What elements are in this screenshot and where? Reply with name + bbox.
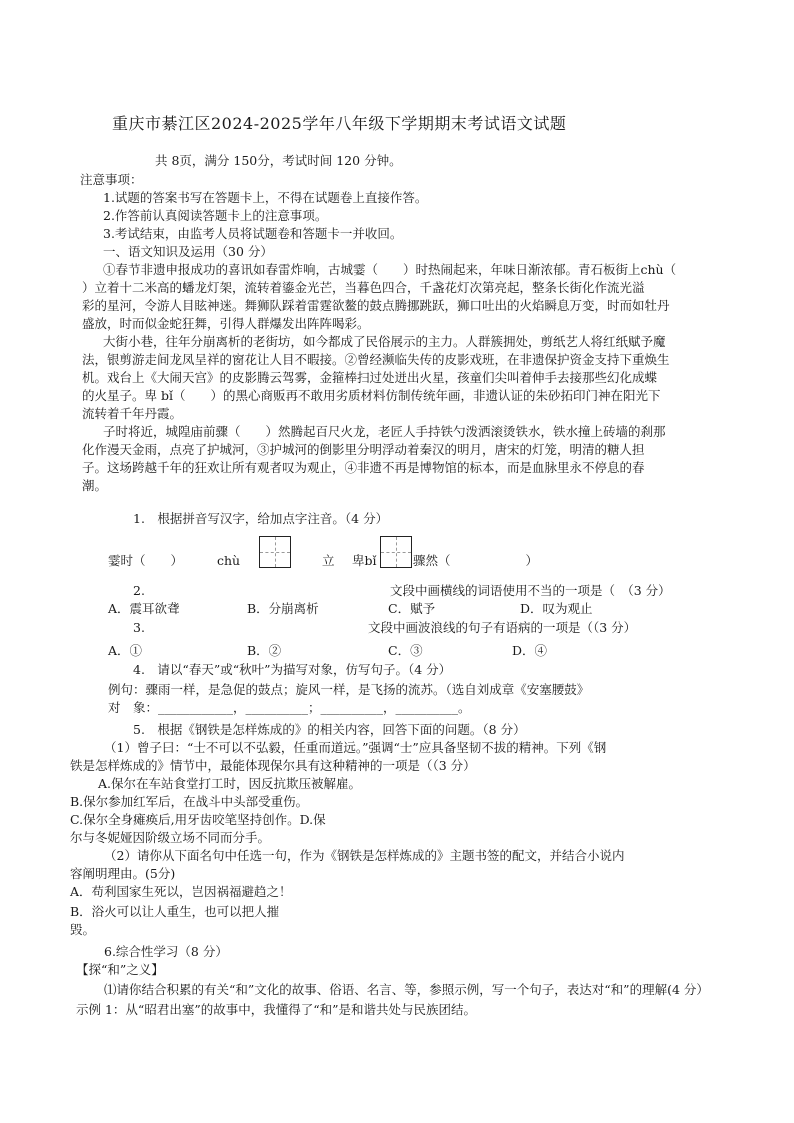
q2-option-a[interactable]: A．震耳欲聋 — [108, 601, 180, 616]
page-title: 重庆市綦江区2024-2025学年八年级下学期期末考试语文试题 — [112, 114, 567, 133]
q2-option-d[interactable]: D．叹为观止 — [520, 601, 593, 616]
passage-line: 子时将近，城隍庙前骤（ ）然腾起百尺火龙，老匠人手持铁勺泼洒滚烫铁水，铁水撞上砖墙的刹那 — [103, 424, 666, 439]
q5-sub2-line: 容阐明理由。(5分) — [70, 866, 176, 881]
passage-line: 的火星子。卑 bǐ（ ）的黑心商贩再不敢用劣质材料仿制传统年画，非遗认证的朱砂拓印门神在阳光下 — [82, 388, 661, 403]
q1-item-c: 立 — [322, 553, 335, 568]
q5-sub1-line: 铁是怎样炼成的》情节中，最能体现保尔具有这种精神的一项是（（3 分） — [70, 758, 476, 773]
passage-line: 子。这场跨越千年的狂欢让所有观者叹为观止，④非遗不再是博物馆的标本，而是血脉里永不停息的春 — [82, 460, 645, 475]
passage-line: 大街小巷，往年分崩离析的老街坊，如今都成了民俗展示的主力。人群簇拥处，剪纸艺人将红纸赋予魔 — [103, 334, 666, 349]
exam-meta: 共 8页，满分 150分，考试时间 120 分钟。 — [155, 153, 402, 168]
q2-option-c[interactable]: C．赋予 — [388, 601, 436, 616]
passage-line: 潮。 — [82, 478, 108, 493]
question-5-label: 5. 根据《钢铁是怎样炼成的》的相关内容，回答下面的问题。（8 分） — [133, 722, 526, 737]
q4-answer-blank[interactable]: 对 象：____________，__________；__________，__________。 — [108, 700, 471, 715]
section-heading: 一、语文知识及运用（30 分） — [103, 244, 273, 259]
question-3-label: 文段中画波浪线的句子有语病的一项是（（3 分） — [368, 620, 637, 635]
passage-line: 法，银剪游走间龙凤呈祥的窗花让人目不暇接。②曾经濒临失传的皮影戏班，在非遗保护资金支持下重焕生 — [82, 352, 670, 367]
question-2-label: 文段中画横线的词语使用不当的一项是（ （3 分） — [390, 583, 671, 598]
answer-box[interactable] — [380, 536, 412, 568]
q5-option-c[interactable]: C.保尔全身瘫痪后,用牙齿咬笔坚持创作。D.保 — [70, 812, 326, 827]
q1-item-b: chù — [217, 553, 241, 568]
passage-line: ①春节非遗申报成功的喜讯如春雷炸响，古城霎（ ）时热闹起来，年味日渐浓郁。青石板街上chù（ — [103, 262, 677, 277]
passage-line: 流转着千年丹霞。 — [82, 406, 183, 421]
q5-sub2-line: （2）请你从下面名句中任选一句，作为《钢铁是怎样炼成的》主题书签的配文，并结合小说内 — [104, 848, 625, 863]
question-6-label: 6.综合性学习（8 分） — [104, 944, 228, 959]
q5-quote-a[interactable]: A．苟利国家生死以，岂因祸福避趋之！ — [70, 884, 292, 899]
q5-sub1-line: （1）曾子曰：“士不可以不弘毅，任重而道远。”强调“士”应具备坚韧不拔的精神。下列《钢 — [104, 740, 607, 755]
q4-example: 例句：骤雨一样，是急促的鼓点；旋风一样，是飞扬的流苏。（选自刘成章《安塞腰鼓》 — [108, 682, 590, 697]
q3-option-b[interactable]: B．② — [247, 643, 282, 658]
q5-quote-b[interactable]: B．浴火可以让人重生，也可以把人摧 — [70, 904, 280, 919]
q5-quote-b-cont: 毁。 — [70, 922, 96, 937]
q3-option-c[interactable]: C．③ — [388, 643, 423, 658]
q6-task: ⑴请你结合积累的有关“和”文化的故事、俗语、名言、等，参照示例，写一个句子，表达对“和”的理解(4 分） — [104, 982, 709, 997]
q2-option-b[interactable]: B．分崩离析 — [247, 601, 319, 616]
note-item: 2.作答前认真阅读答题卡上的注意事项。 — [103, 208, 328, 223]
question-3-number: 3. — [133, 620, 145, 635]
answer-box[interactable] — [259, 536, 291, 568]
passage-line: ）立着十二米高的蟠龙灯架，流转着鎏金光芒，当暮色四合，千盏花灯次第亮起，整条长街化作流光溢 — [82, 280, 645, 295]
q3-option-d[interactable]: D．④ — [512, 643, 548, 658]
question-1-label: 1. 根据拼音写汉字，给加点字注音。（4 分） — [133, 511, 389, 526]
passage-line: 彩的星河，令游人目眩神迷。舞狮队踩着雷霆欲鳌的鼓点腾挪跳跃，狮口吐出的火焰瞬息万变，时而如牡丹 — [82, 298, 670, 313]
passage-line: 机。戏台上《大闹天宫》的皮影腾云驾雾，金箍棒扫过处迸出火星，孩童们尖叫着伸手去接那些幻化成蝶 — [82, 370, 658, 385]
note-item: 3.考试结束，由监考人员将试题卷和答题卡一并收回。 — [103, 226, 403, 241]
note-item: 1.试题的答案书写在答题卡上，不得在试题卷上直接作答。 — [103, 190, 428, 205]
q6-subheading: 【探“和”之义】 — [76, 962, 164, 977]
q5-option-b[interactable]: B.保尔参加红军后，在战斗中头部受重伤。 — [70, 794, 309, 809]
question-4-label: 4. 请以“春天”或“秋叶”为描写对象，仿写句子。（4 分） — [133, 662, 452, 677]
q1-item-a: 霎时（ ） — [108, 553, 184, 568]
passage-line: 化作漫天金雨，点亮了护城河，③护城河的倒影里分明浮动着秦汉的明月，唐宋的灯笼，明清的糖人担 — [82, 442, 645, 457]
q1-item-e: 骤然（ ） — [413, 553, 539, 568]
question-2-number: 2. — [133, 583, 145, 598]
q3-option-a[interactable]: A．① — [108, 643, 143, 658]
q6-example: 示例 1：从“昭君出塞”的故事中，我懂得了“和”是和谐共处与民族团结。 — [76, 1002, 476, 1017]
q5-option-d[interactable]: 尔与冬妮娅因阶级立场不同而分手。 — [70, 830, 271, 845]
notes-header: 注意事项： — [80, 172, 143, 187]
passage-line: 盛放，时而似金蛇狂舞，引得人群爆发出阵阵喝彩。 — [82, 316, 370, 331]
q5-option-a[interactable]: A.保尔在车站食堂打工时，因反抗欺压被解雇。 — [98, 776, 362, 791]
q1-item-d: 卑bǐ — [352, 553, 377, 568]
